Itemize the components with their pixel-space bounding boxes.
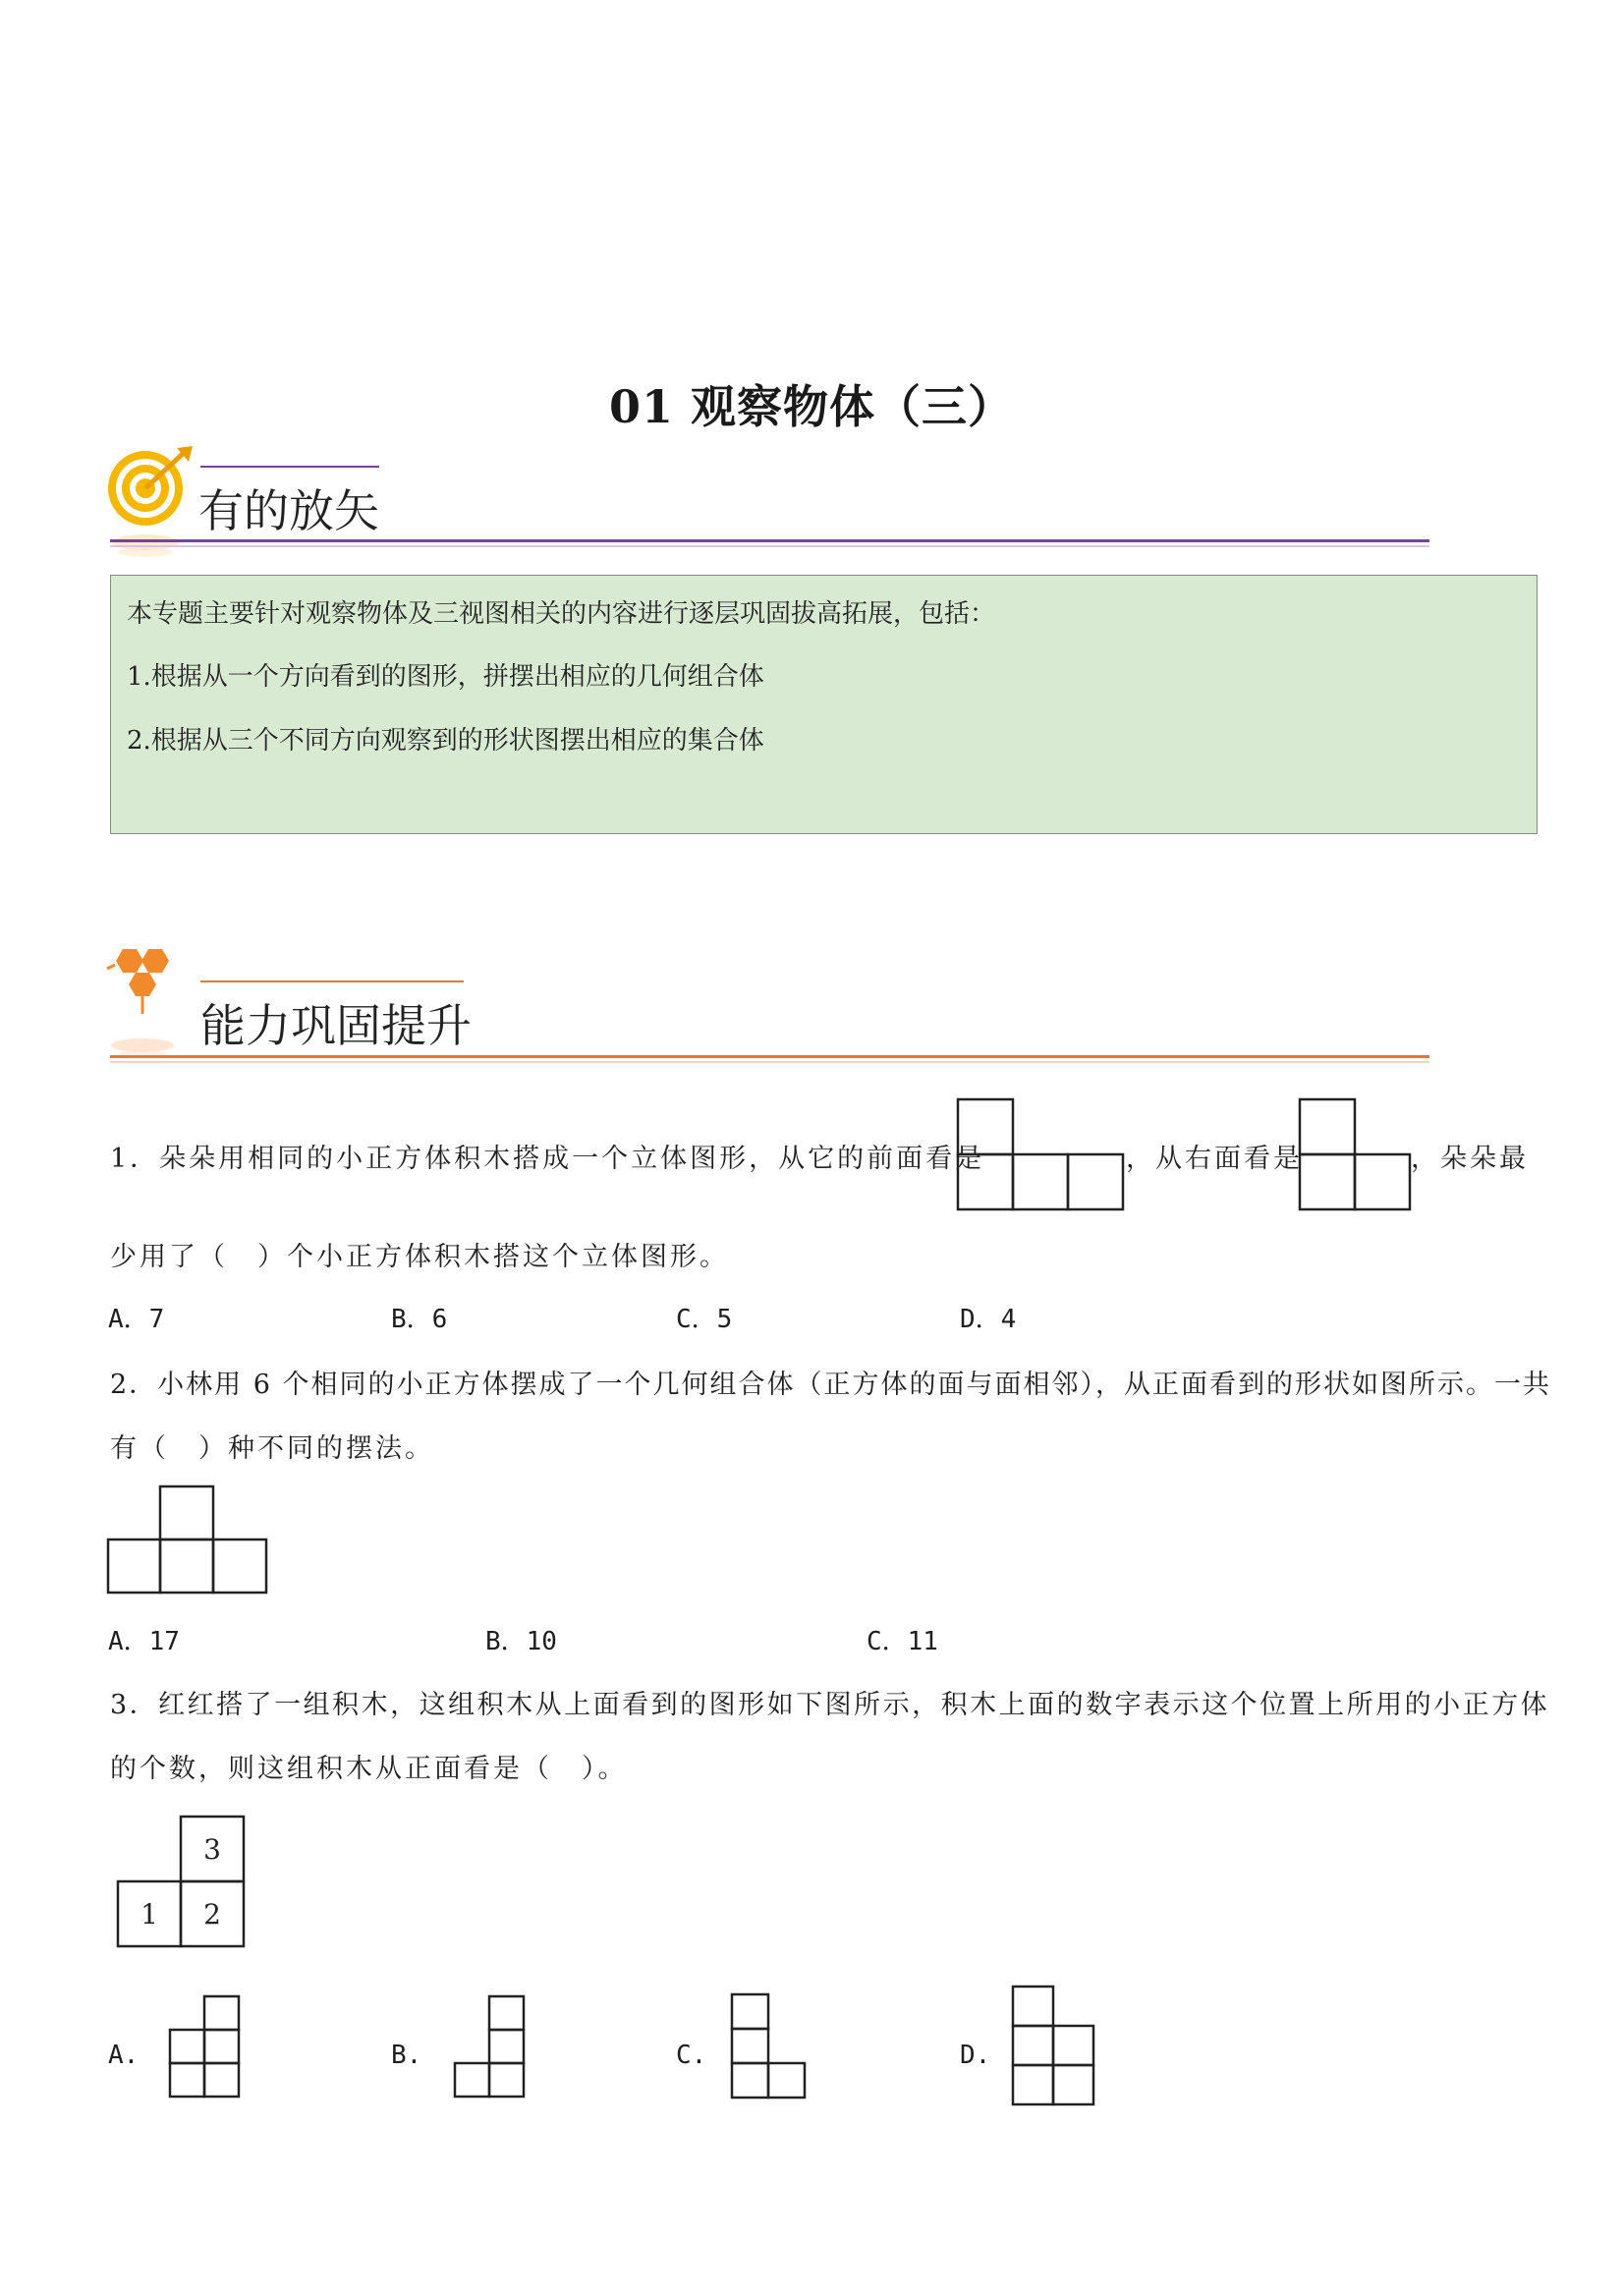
- section2-heading: 能力巩固提升: [200, 999, 472, 1052]
- q3-top-view-grid: [114, 1814, 250, 1951]
- q3-option-b-label[interactable]: B.: [391, 2041, 422, 2070]
- objective-line: 2.根据从三个不同方向观察到的形状图摆出相应的集合体: [127, 726, 764, 756]
- q1-text-line2: 少用了（ ）个小正方体积木搭这个立体图形。: [110, 1242, 729, 1272]
- q3-option-a-label[interactable]: A.: [108, 2041, 140, 2070]
- section1-divider: [110, 539, 1429, 542]
- objective-line: 1.根据从一个方向看到的图形，拼摆出相应的几何组合体: [127, 662, 764, 692]
- objective-line: 本专题主要针对观察物体及三视图相关的内容进行逐层巩固拔高拓展，包括：: [127, 599, 996, 629]
- q3-text-line2: 的个数，则这组积木从正面看是（ ）。: [110, 1754, 628, 1784]
- section2-divider-shadow: [110, 1061, 1429, 1063]
- q3-option-d-figure[interactable]: [1010, 1983, 1098, 2112]
- q3-option-d-label[interactable]: D.: [960, 2041, 991, 2070]
- objectives-box: [110, 575, 1538, 834]
- q3-option-c-figure[interactable]: [729, 1990, 810, 2104]
- q1-option-a[interactable]: A．7: [108, 1305, 165, 1334]
- q3-grid-number: 2: [203, 1898, 221, 1931]
- target-icon: [106, 444, 195, 560]
- q1-text-part2: ，从右面看是: [1126, 1144, 1303, 1174]
- page-title: 01 观察物体（三）: [608, 380, 1015, 433]
- q2-text-line1: 2．小林用 6 个相同的小正方体摆成了一个几何组合体（正方体的面与面相邻），从正面看到的形状如图所示。一共: [110, 1370, 1552, 1400]
- q2-front-view-figure: [106, 1484, 271, 1597]
- section2-divider: [110, 1055, 1429, 1058]
- q3-grid-number: 3: [203, 1833, 221, 1866]
- q3-option-a-figure[interactable]: [167, 1992, 244, 2102]
- q2-text-line2: 有（ ）种不同的摆法。: [110, 1433, 434, 1464]
- q1-option-b[interactable]: B．6: [391, 1305, 448, 1334]
- q1-option-c[interactable]: C．5: [676, 1305, 733, 1334]
- q3-grid-number: 1: [140, 1898, 158, 1931]
- q1-front-view-figure: [955, 1096, 1128, 1212]
- q3-option-b-figure[interactable]: [452, 1992, 529, 2102]
- section1-heading: 有的放矢: [198, 484, 379, 537]
- q1-text-part3: ，朵朵最: [1411, 1144, 1529, 1174]
- section1-divider-shadow: [110, 545, 1429, 547]
- q2-option-a[interactable]: A．17: [108, 1627, 180, 1656]
- q2-option-c[interactable]: C．11: [867, 1627, 938, 1656]
- q1-option-d[interactable]: D．4: [960, 1305, 1017, 1334]
- q3-option-c-label[interactable]: C.: [676, 2041, 707, 2070]
- hexagon-icon: [101, 943, 195, 1061]
- q2-option-b[interactable]: B．10: [485, 1627, 557, 1656]
- q3-text-line1: 3．红红搭了一组积木，这组积木从上面看到的图形如下图所示，积木上面的数字表示这个位置上所用的小正方体: [110, 1690, 1550, 1720]
- section2-top-rule: [200, 980, 464, 982]
- q1-text-part1: 1．朵朵用相同的小正方体积木搭成一个立体图形，从它的前面看是: [110, 1144, 985, 1174]
- q1-right-view-figure: [1297, 1096, 1415, 1212]
- section1-top-rule: [200, 466, 379, 468]
